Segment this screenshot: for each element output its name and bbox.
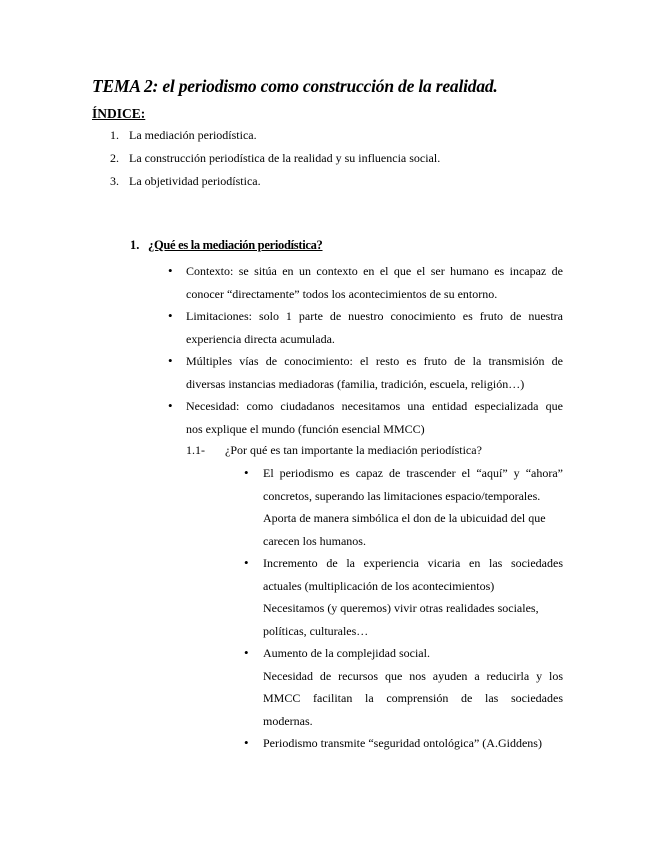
bullet-item [244,465,563,555]
subsection-heading [186,443,482,458]
subsection-title: ¿Por qué es tan importante la mediación periodística? [225,443,482,457]
bullet-line: MMCC facilitan la comprensión de las sociedades [263,691,563,705]
index-heading: ÍNDICE: [92,106,146,121]
bullet-marker: • [168,398,173,413]
bullet-line: nos explique el mundo (función esencial MMCC) [186,421,425,436]
bullet-line: Necesidad de recursos que nos ayuden a reducirla y los [263,668,563,683]
bullet-marker: • [244,735,249,750]
bullet-line: Múltiples vías de conocimiento: el resto es fruto de la transmisión de [186,354,563,368]
bullet-line: modernas. [263,713,313,728]
bullet-line: políticas, culturales… [263,623,369,638]
toc-item-number: 3. [110,174,119,188]
toc-item [110,151,440,166]
bullet-line: El periodismo es capaz de trascender el “aquí” y “ahora” [263,466,563,480]
bullet-item [168,353,563,398]
section-heading [130,238,323,253]
bullet-item [168,263,563,308]
bullet-item [244,645,563,735]
bullet-marker: • [168,263,173,278]
bullet-marker: • [244,555,249,570]
toc-item-number: 1. [110,128,119,142]
bullet-marker: • [244,645,249,660]
toc-item-number: 2. [110,151,119,165]
bullet-line: actuales (multiplicación de los acontecimientos) [263,578,495,593]
bullet-line: Necesitamos (y queremos) vivir otras realidades sociales, [263,601,539,615]
bullet-item [168,308,563,353]
bullet-item [244,555,563,645]
bullet-marker: • [244,465,249,480]
bullet-line: diversas instancias mediadoras (familia, tradición, escuela, religión…) [186,376,525,391]
document-title: TEMA 2: el periodismo como construcción de la realidad. [92,76,498,96]
toc-item [110,174,261,189]
section-title: ¿Qué es la mediación periodística? [148,238,323,252]
bullet-line: Limitaciones: solo 1 parte de nuestro conocimiento es fruto de nuestra [186,309,563,323]
bullet-item [168,398,563,443]
section-number: 1. [130,238,140,252]
bullet-line: Incremento de la experiencia vicaria en las sociedades [263,556,563,570]
bullet-line: Aporta de manera simbólica el don de la ubicuidad del que [263,511,546,525]
bullet-line: carecen los humanos. [263,533,366,548]
bullet-line: Contexto: se sitúa en un contexto en el que el ser humano es incapaz de [186,264,563,278]
subsection-number: 1.1- [186,443,205,457]
toc-item-text: La mediación periodística. [129,128,257,142]
bullet-line: Necesidad: como ciudadanos necesitamos una entidad especializada que [186,399,563,413]
bullet-line: Periodismo transmite “seguridad ontológica” (A.Giddens) [263,736,542,750]
toc-item-text: La objetividad periodística. [129,174,261,188]
bullet-line: Aumento de la complejidad social. [263,646,430,660]
toc-item-text: La construcción periodística de la realidad y su influencia social. [129,151,441,165]
bullet-line: experiencia directa acumulada. [186,331,335,346]
bullet-marker: • [168,353,173,368]
bullet-line: concretos, superando las limitaciones espacio/temporales. [263,488,541,503]
bullet-marker: • [168,308,173,323]
bullet-item [244,735,563,758]
toc-item [110,128,257,143]
bullet-line: conocer “directamente” todos los acontecimientos de su entorno. [186,286,498,301]
